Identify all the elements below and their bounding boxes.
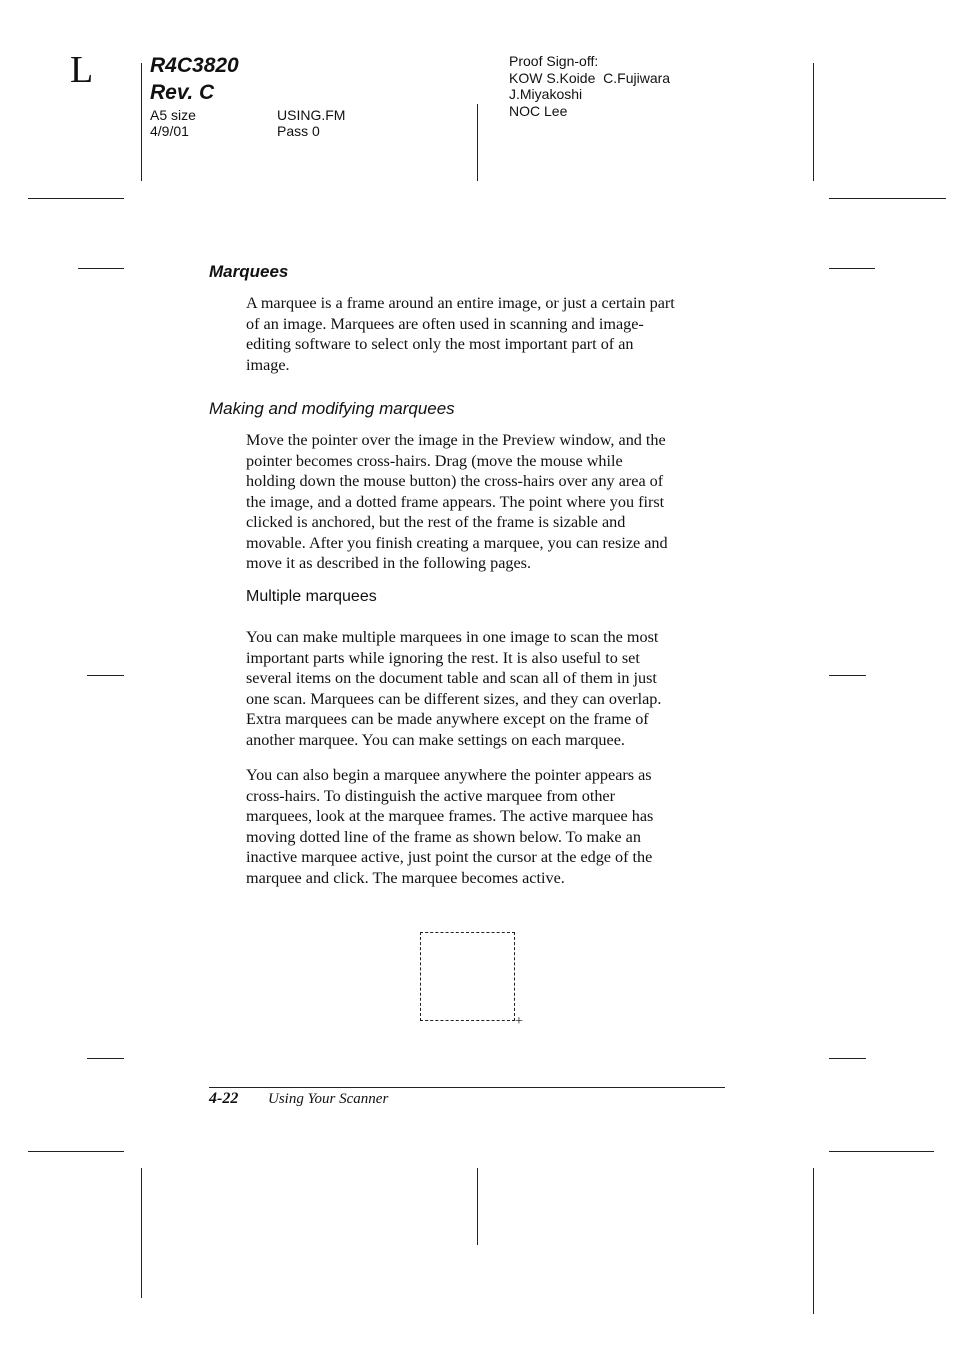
paragraph-line: movable. After you finish creating a marquee, you can resize and	[246, 533, 668, 552]
paragraph-line: You can also begin a marquee anywhere the pointer appears as	[246, 766, 652, 784]
document-code	[150, 52, 239, 106]
paragraph-line: the image, and a dotted frame appears. The point where you first	[246, 492, 665, 511]
crop-mark-bottom-right-vertical	[813, 1168, 814, 1314]
paragraph-line: You can make multiple marquees in one image to scan the most	[246, 628, 659, 646]
making-marquees-paragraph	[246, 430, 724, 574]
crop-mark-bottom-left-vertical	[141, 1168, 142, 1298]
paragraph-line: marquee and click. The marquee becomes active.	[246, 868, 565, 887]
crop-mark-top-right-vertical	[813, 63, 814, 181]
paragraph-line: editing software to select only the most important part of an	[246, 335, 634, 353]
crop-mark-top-left-vertical	[141, 63, 142, 181]
paragraph-line: pointer becomes cross-hairs. Drag (move the mouse while	[246, 451, 623, 470]
crop-mark-bottom-left-horizontal	[28, 1151, 124, 1152]
minor-heading: Multiple marquees	[246, 588, 377, 605]
paragraph-line: move it as described in the following pages.	[246, 554, 532, 572]
section-heading: Marquees	[209, 262, 289, 281]
active-marquee-paragraph	[246, 765, 724, 888]
paragraph-line: important parts while ignoring the rest. It is also useful to set	[246, 648, 640, 667]
paragraph-line: holding down the mouse button) the cross-hairs over any area of	[246, 472, 664, 490]
intro-paragraph	[246, 293, 724, 375]
subsection-heading: Making and modifying marquees	[209, 399, 455, 418]
crop-mark-bottom-center-vertical	[477, 1168, 478, 1245]
footer-rule	[209, 1087, 725, 1088]
multiple-marquees-paragraph	[246, 627, 724, 750]
proof-line: Proof Sign-off:	[509, 53, 599, 69]
proof-line: KOW S.Koide C.Fujiwara	[509, 69, 671, 86]
crop-mark-top-center-vertical	[477, 104, 478, 181]
margin-mark-middle-left	[87, 675, 124, 676]
margin-mark-upper-left	[78, 268, 124, 269]
paragraph-line: several items on the document table and scan all of them in just	[246, 669, 657, 687]
paragraph-line: moving dotted line of the frame as shown below. To make an	[246, 827, 641, 846]
document-code-line-1: R4C3820	[150, 54, 239, 77]
paragraph-line: cross-hairs. To distinguish the active marquee from other	[246, 786, 615, 805]
paragraph-line: of an image. Marquees are often used in scanning and image-	[246, 314, 644, 333]
paragraph-line: inactive marquee active, just point the cursor at the edge of the	[246, 848, 653, 866]
crop-mark-top-left-horizontal	[28, 198, 124, 199]
pass-number: Pass 0	[277, 123, 320, 139]
proof-line: NOC Lee	[509, 103, 568, 120]
paragraph-line: image.	[246, 355, 290, 374]
page-number: 4-22	[209, 1090, 239, 1107]
paragraph-line: Move the pointer over the image in the Preview window, and the	[246, 431, 666, 449]
proof-line: J.Miyakoshi	[509, 86, 583, 103]
paragraph-line: A marquee is a frame around an entire image, or just a certain part	[246, 294, 675, 312]
paragraph-line: marquees, look at the marquee frames. The active marquee has	[246, 807, 654, 825]
print-date: 4/9/01	[150, 123, 189, 139]
margin-mark-lower-left	[87, 1058, 124, 1059]
document-code-line-2: Rev. C	[150, 81, 215, 104]
margin-mark-middle-right	[829, 675, 866, 676]
crop-mark-top-right-horizontal	[829, 198, 946, 199]
file-name: USING.FM	[277, 107, 346, 123]
paragraph-line: another marquee. You can make settings on each marquee.	[246, 730, 625, 749]
proof-signoff-block	[509, 53, 670, 120]
paper-size: A5 size	[150, 107, 196, 123]
paragraph-line: one scan. Marquees can be different sizes, and they can overlap.	[246, 689, 662, 708]
running-footer-title: Using Your Scanner	[268, 1091, 389, 1107]
dotted-marquee-illustration	[420, 932, 515, 1021]
margin-mark-upper-right	[829, 268, 875, 269]
paragraph-line: Extra marquees can be made anywhere except on the frame of	[246, 710, 649, 728]
paragraph-line: clicked is anchored, but the rest of the frame is sizable and	[246, 513, 626, 531]
crosshair-cursor-icon: +	[515, 1014, 523, 1029]
corner-letter: L	[70, 49, 94, 91]
margin-mark-lower-right	[829, 1058, 866, 1059]
crop-mark-bottom-right-horizontal	[829, 1151, 934, 1152]
